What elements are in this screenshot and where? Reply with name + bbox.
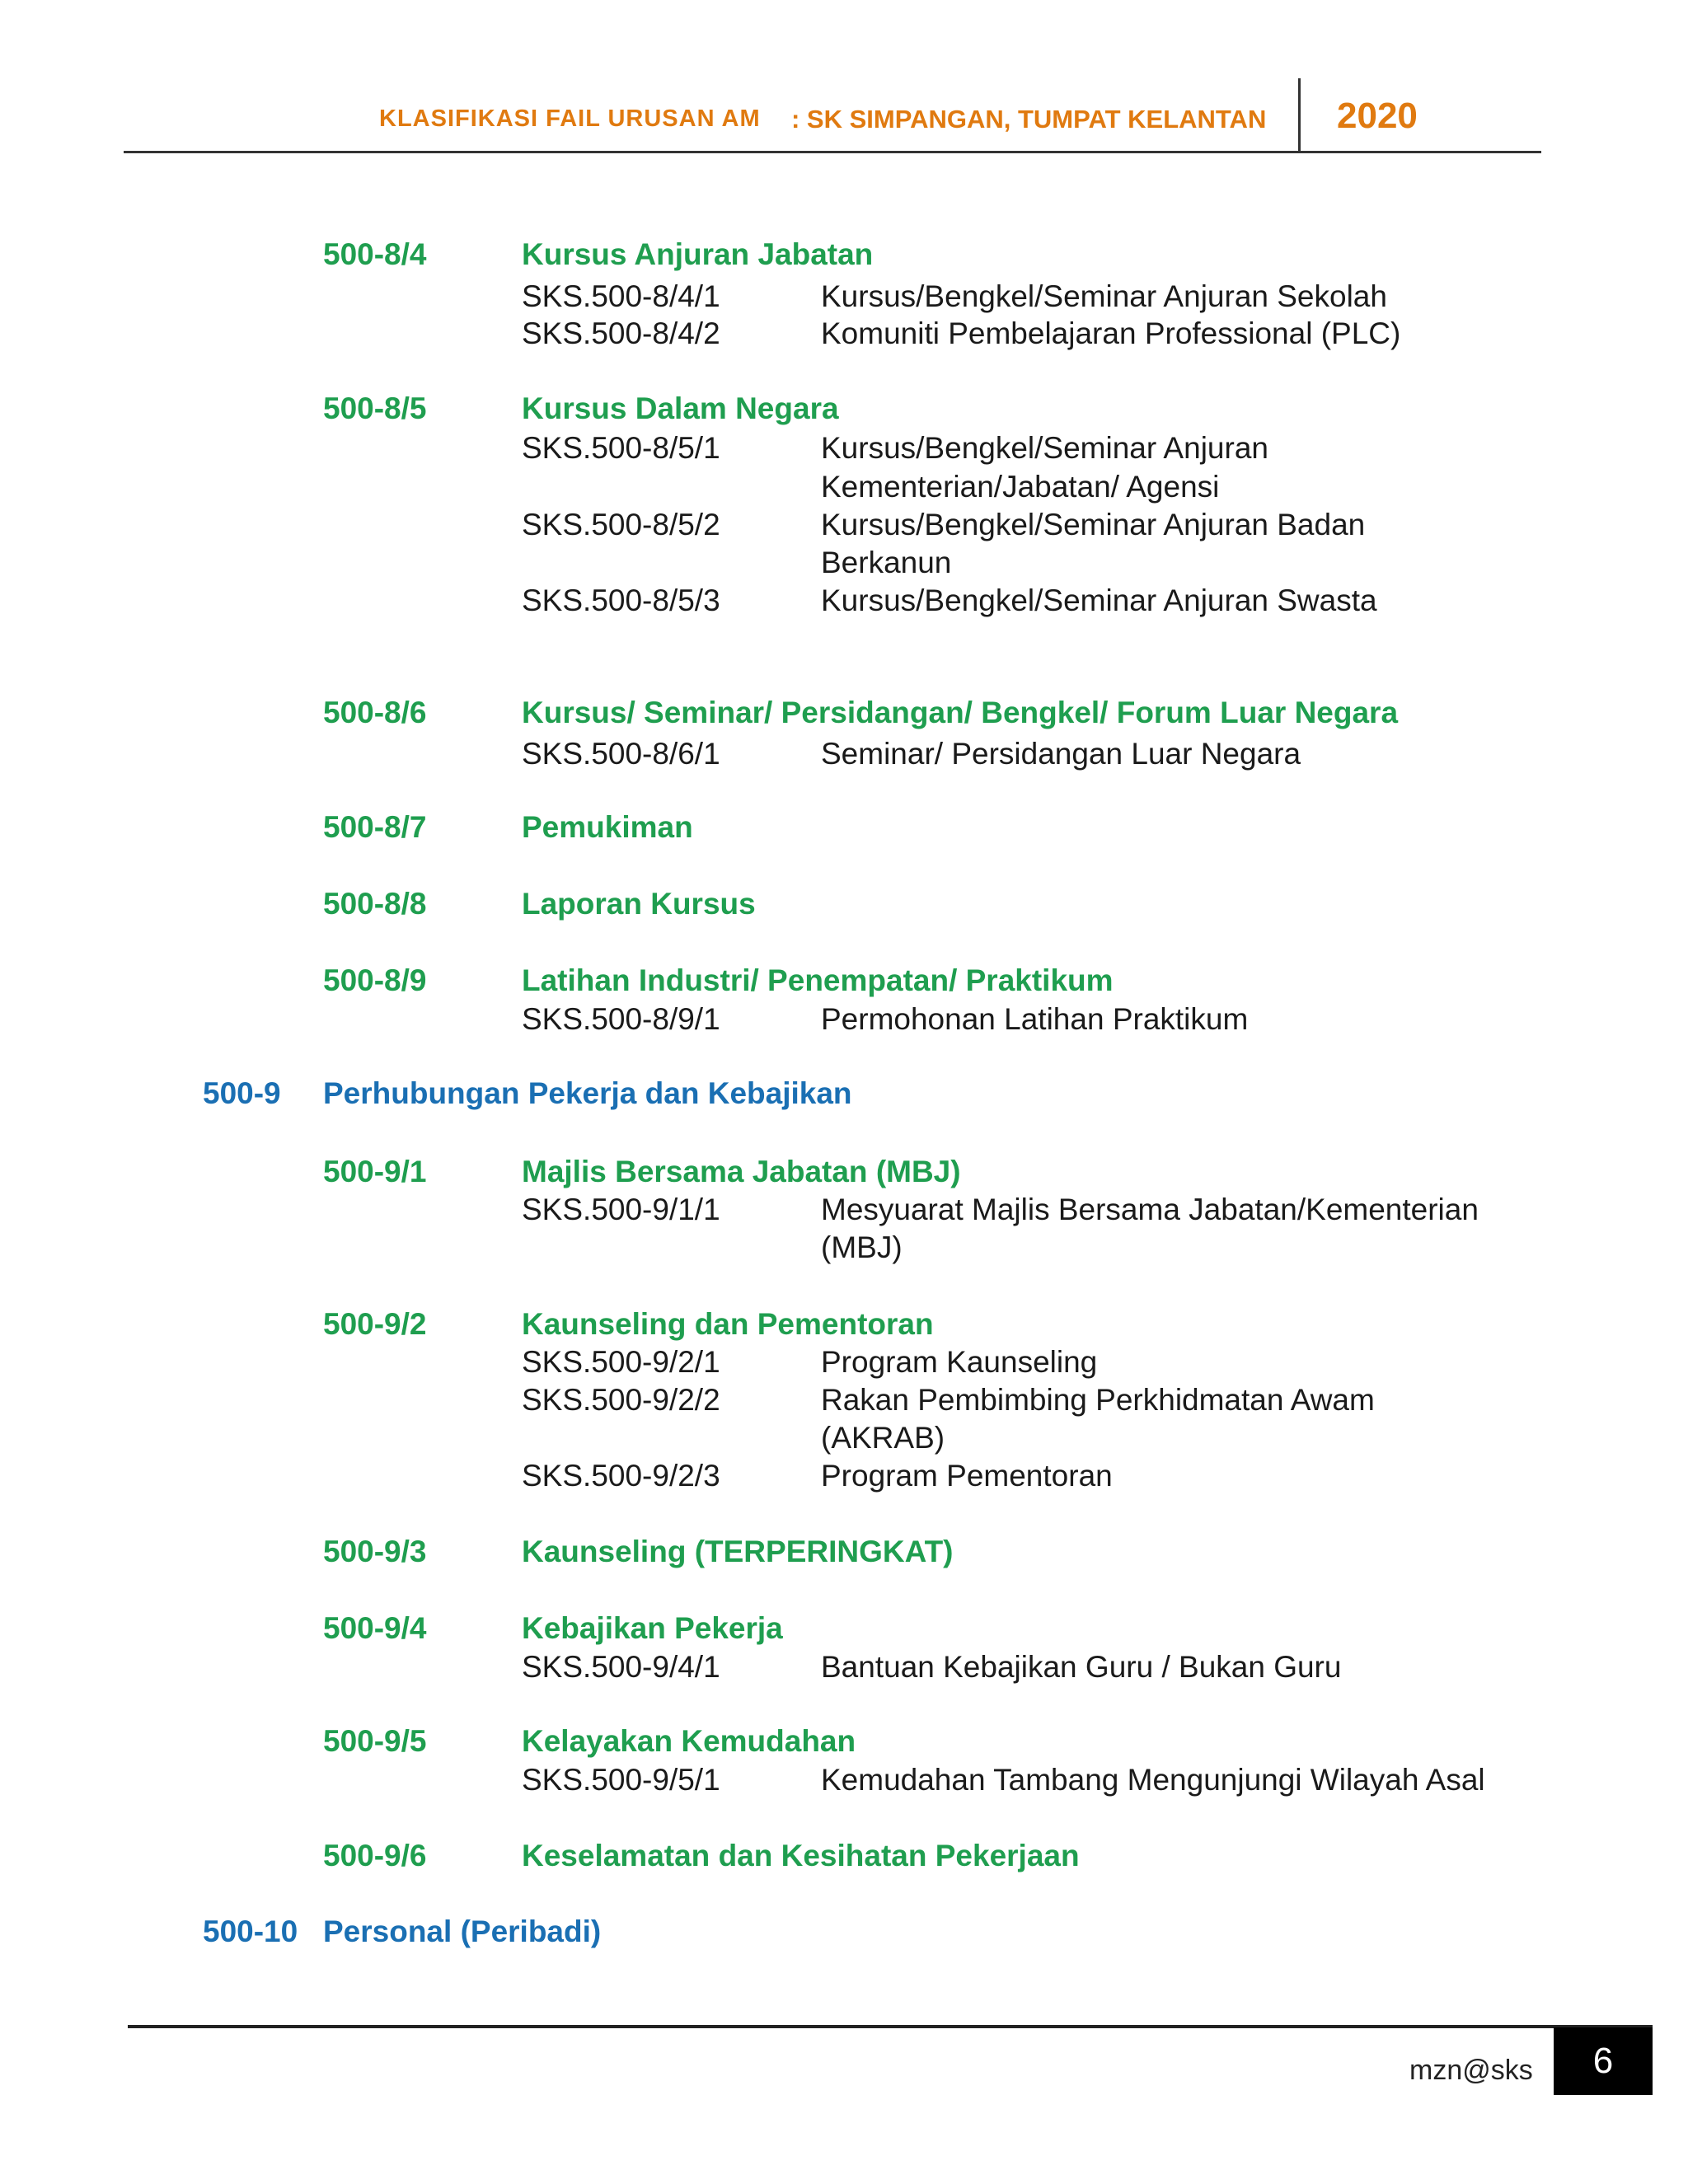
- section-title: Keselamatan dan Kesihatan Pekerjaan: [522, 1839, 1080, 1872]
- section-code: 500-8/7: [323, 810, 427, 844]
- section-code: 500-8/6: [323, 696, 427, 729]
- file-description: (MBJ): [821, 1230, 903, 1264]
- header-divider-vertical: [1298, 78, 1301, 152]
- file-code: SKS.500-8/4/1: [522, 279, 720, 313]
- page-number: 6: [1554, 2027, 1653, 2095]
- file-code: SKS.500-9/4/1: [522, 1650, 720, 1684]
- section-title: Kelayakan Kemudahan: [522, 1724, 856, 1758]
- section-code: 500-9/1: [323, 1155, 427, 1188]
- section-code: 500-8/5: [323, 391, 427, 425]
- file-description: Kementerian/Jabatan/ Agensi: [821, 470, 1220, 504]
- file-description: Kemudahan Tambang Mengunjungi Wilayah Asal: [821, 1763, 1485, 1797]
- file-description: Kursus/Bengkel/Seminar Anjuran Sekolah: [821, 279, 1387, 313]
- file-description: Kursus/Bengkel/Seminar Anjuran Swasta: [821, 583, 1377, 617]
- file-description: Rakan Pembimbing Perkhidmatan Awam: [821, 1383, 1375, 1417]
- header-year: 2020: [1337, 96, 1418, 136]
- file-code: SKS.500-9/2/2: [522, 1383, 720, 1417]
- file-code: SKS.500-8/6/1: [522, 737, 720, 771]
- file-description: Permohonan Latihan Praktikum: [821, 1002, 1249, 1036]
- footer-author: mzn@sks: [1409, 2055, 1533, 2086]
- section-title: Pemukiman: [522, 810, 693, 844]
- file-description: Kursus/Bengkel/Seminar Anjuran Badan: [821, 508, 1366, 541]
- file-code: SKS.500-8/5/2: [522, 508, 720, 541]
- section-code: 500-9/2: [323, 1307, 427, 1341]
- file-code: SKS.500-9/1/1: [522, 1193, 720, 1226]
- file-description: Berkanun: [821, 546, 952, 579]
- section-title: Latihan Industri/ Penempatan/ Praktikum: [522, 963, 1114, 997]
- header-divider: [124, 151, 1541, 153]
- file-description: Seminar/ Persidangan Luar Negara: [821, 737, 1301, 771]
- file-code: SKS.500-8/4/2: [522, 316, 720, 350]
- section-title: Laporan Kursus: [522, 887, 756, 921]
- header-title: KLASIFIKASI FAIL URUSAN AM: [379, 105, 761, 132]
- file-code: SKS.500-9/2/3: [522, 1459, 720, 1493]
- file-code: SKS.500-8/9/1: [522, 1002, 720, 1036]
- file-code: SKS.500-9/2/1: [522, 1345, 720, 1379]
- section-title: Kursus Dalam Negara: [522, 391, 839, 425]
- main-section-title: Perhubungan Pekerja dan Kebajikan: [323, 1076, 852, 1110]
- main-section-title: Personal (Peribadi): [323, 1915, 602, 1948]
- file-description: (AKRAB): [821, 1421, 945, 1455]
- section-code: 500-9/4: [323, 1611, 427, 1645]
- file-description: Kursus/Bengkel/Seminar Anjuran: [821, 431, 1268, 465]
- section-title: Kebajikan Pekerja: [522, 1611, 783, 1645]
- main-section-code: 500-10: [203, 1915, 298, 1948]
- section-title: Kaunseling dan Pementoran: [522, 1307, 934, 1341]
- file-description: Program Pementoran: [821, 1459, 1113, 1493]
- file-description: Program Kaunseling: [821, 1345, 1098, 1379]
- file-description: Komuniti Pembelajaran Professional (PLC): [821, 316, 1401, 350]
- section-title: Kaunseling (TERPERINGKAT): [522, 1535, 954, 1568]
- section-code: 500-8/4: [323, 237, 427, 271]
- file-description: Bantuan Kebajikan Guru / Bukan Guru: [821, 1650, 1342, 1684]
- section-code: 500-8/9: [323, 963, 427, 997]
- section-code: 500-9/6: [323, 1839, 427, 1872]
- section-code: 500-8/8: [323, 887, 427, 921]
- section-code: 500-9/3: [323, 1535, 427, 1568]
- main-section-code: 500-9: [203, 1076, 281, 1110]
- file-code: SKS.500-9/5/1: [522, 1763, 720, 1797]
- section-title: Kursus/ Seminar/ Persidangan/ Bengkel/ Forum Luar Negara: [522, 696, 1399, 729]
- section-title: Kursus Anjuran Jabatan: [522, 237, 874, 271]
- section-code: 500-9/5: [323, 1724, 427, 1758]
- file-code: SKS.500-8/5/1: [522, 431, 720, 465]
- file-code: SKS.500-8/5/3: [522, 583, 720, 617]
- section-title: Majlis Bersama Jabatan (MBJ): [522, 1155, 961, 1188]
- footer-divider: [128, 2025, 1653, 2028]
- file-description: Mesyuarat Majlis Bersama Jabatan/Kementerian: [821, 1193, 1479, 1226]
- header-school-name: : SK SIMPANGAN, TUMPAT KELANTAN: [791, 105, 1267, 134]
